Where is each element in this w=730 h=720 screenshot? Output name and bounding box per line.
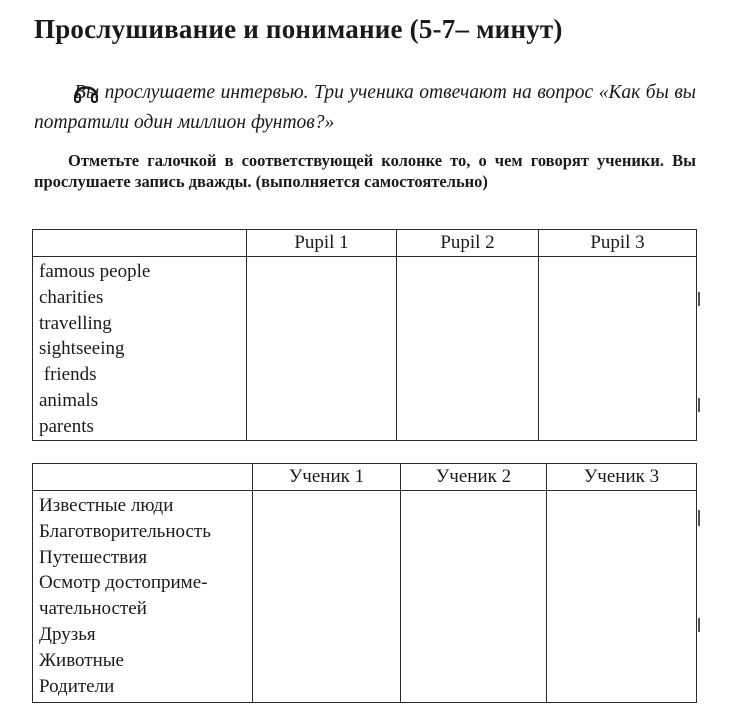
- task-instruction: Отметьте галочкой в соответствующей колонке то, о чем говорят ученики. Вы прослушаете запись дважды. (выполняется самостоятельно): [34, 151, 696, 191]
- table-body-row: [33, 491, 697, 703]
- topics-cell: [33, 491, 253, 703]
- list-item: Благотворительность: [39, 520, 211, 542]
- topics-cell: [33, 257, 247, 441]
- page-title: Прослушивание и понимание (5-7– минут): [34, 14, 563, 44]
- table-header-cell: Pupil 3: [539, 230, 697, 257]
- table-header-cell: Ученик 1: [253, 464, 401, 491]
- table-header-cell: Ученик 2: [401, 464, 547, 491]
- topic-list: [33, 491, 252, 699]
- list-item: чательностей: [39, 598, 147, 620]
- list-item: Друзья: [39, 623, 96, 645]
- table-header-cell: [33, 230, 247, 257]
- answer-cell-student-2[interactable]: [401, 491, 547, 703]
- table-header-cell: Ученик 3: [547, 464, 697, 491]
- list-item: animals: [39, 389, 99, 411]
- list-item: parents: [39, 415, 94, 437]
- table-russian: [32, 463, 697, 703]
- answer-cell-student-3[interactable]: [547, 491, 697, 703]
- task-intro: Вы прослушаете интервью. Три ученика отвечают на вопрос «Как бы вы потратили один миллион фунтов?»: [34, 82, 696, 133]
- list-item: Животные: [39, 649, 124, 671]
- list-item: friends: [39, 364, 97, 386]
- list-item: Известные люди: [39, 495, 174, 516]
- scan-edge-mark: [698, 618, 700, 632]
- answer-cell-pupil-1[interactable]: [247, 257, 397, 441]
- table-header-cell: [33, 464, 253, 491]
- table-header-row: [33, 230, 697, 257]
- list-item: famous people: [39, 261, 151, 282]
- answer-cell-pupil-3[interactable]: [539, 257, 697, 441]
- answer-cell-pupil-2[interactable]: [397, 257, 539, 441]
- topic-list: [33, 257, 246, 440]
- list-item: Родители: [39, 675, 115, 697]
- list-item: sightseeing: [39, 338, 125, 360]
- table-header-row: [33, 464, 697, 491]
- scan-edge-mark: [698, 510, 700, 526]
- scan-edge-mark: [698, 292, 700, 306]
- table-body-row: [33, 257, 697, 441]
- answer-cell-student-1[interactable]: [253, 491, 401, 703]
- list-item: travelling: [39, 312, 112, 334]
- list-item: charities: [39, 286, 104, 308]
- table-english: [32, 229, 697, 441]
- scan-edge-mark: [698, 398, 700, 412]
- list-item: Осмотр достоприме-: [39, 572, 208, 594]
- list-item: Путешествия: [39, 546, 148, 568]
- table-header-cell: Pupil 1: [247, 230, 397, 257]
- table-header-cell: Pupil 2: [397, 230, 539, 257]
